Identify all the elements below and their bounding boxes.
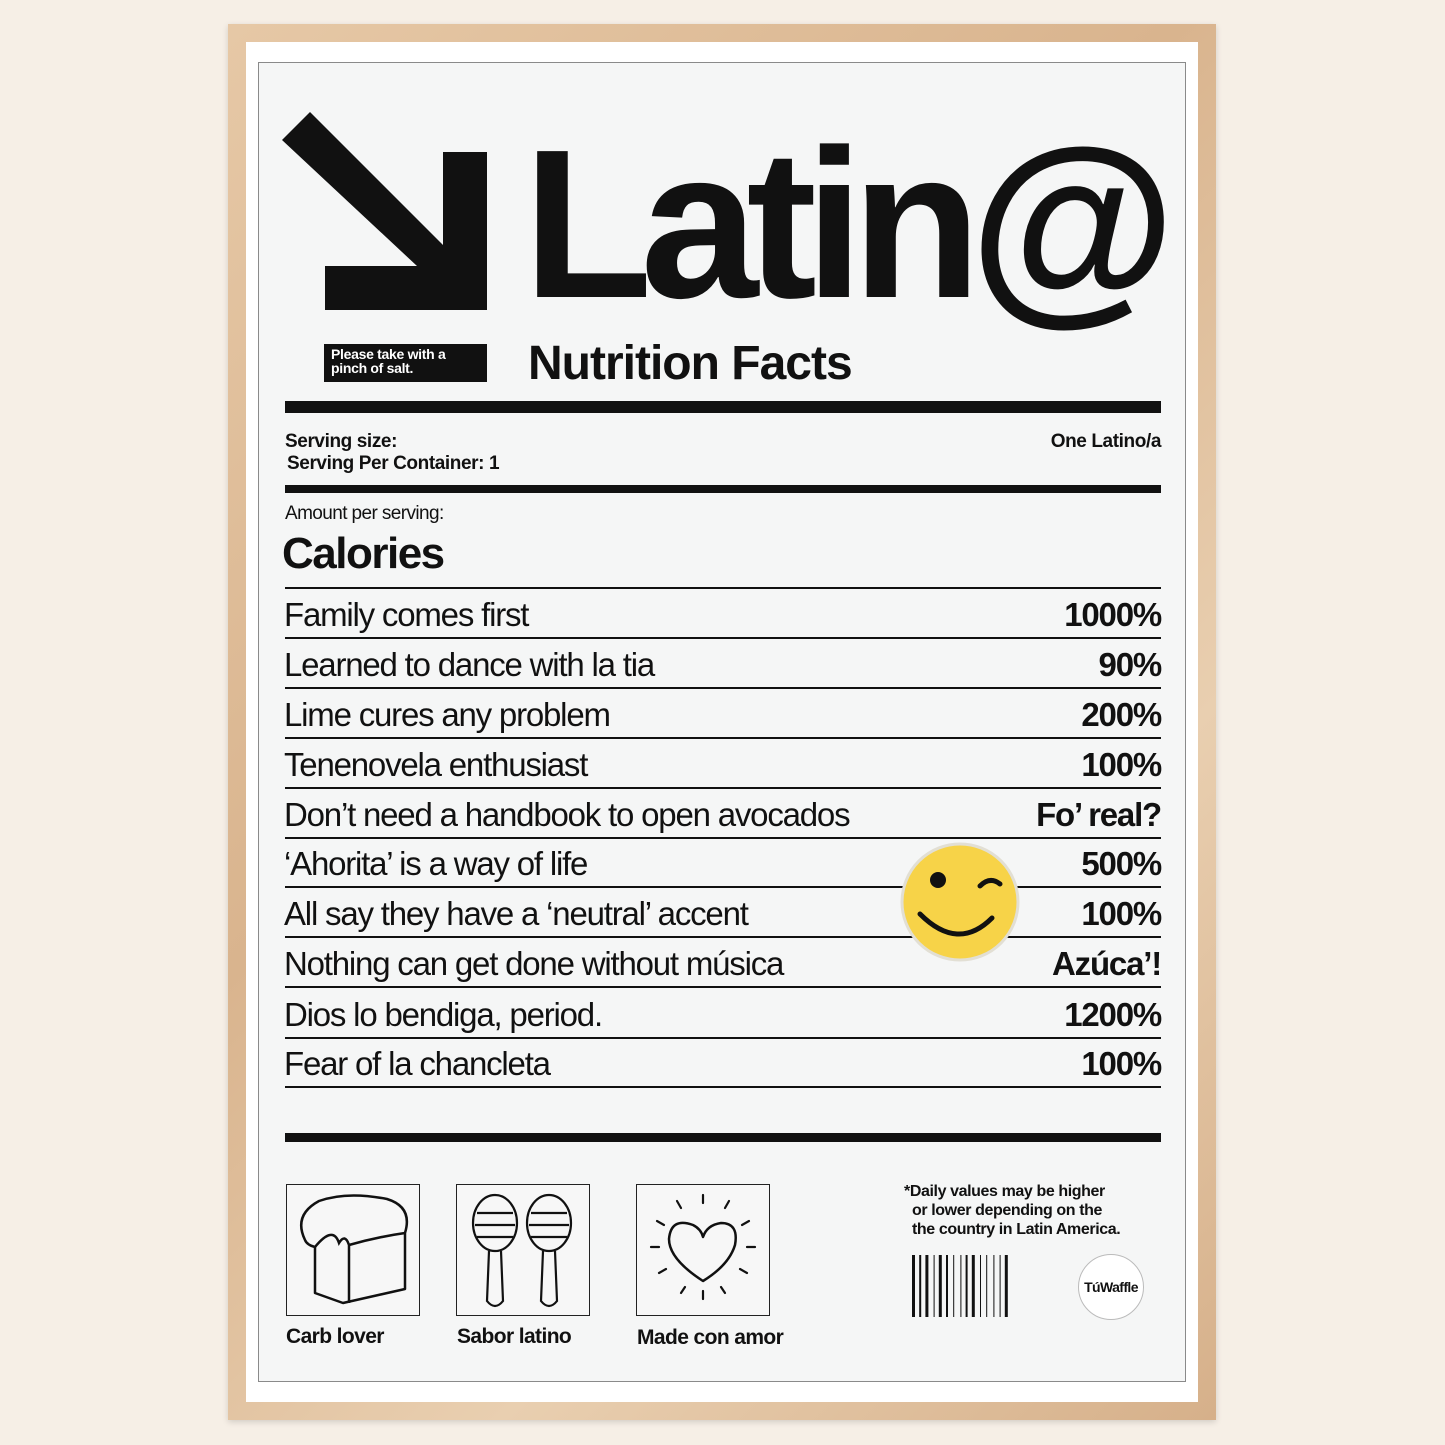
serving-size-value: One Latino/a: [1050, 431, 1161, 452]
bread-icon-box: [286, 1184, 420, 1316]
disclaimer-line-3: the country in Latin America.: [912, 1221, 1121, 1238]
maracas-icon-box: [456, 1184, 590, 1316]
row-divider: [285, 1086, 1161, 1088]
row-divider: [285, 886, 1161, 888]
row-value: 200%: [1081, 696, 1161, 733]
winking-face-icon: [898, 840, 1022, 964]
row-label: ‘Ahorita’ is a way of life: [284, 845, 588, 882]
row-label: Don’t need a handbook to open avocados: [284, 796, 850, 833]
serving-per-container: Serving Per Container: 1: [287, 453, 500, 474]
row-value: 100%: [1081, 895, 1161, 932]
icon-label-sabor-latino: Sabor latino: [457, 1325, 572, 1348]
row-value: 500%: [1081, 845, 1161, 882]
serving-divider: [285, 485, 1161, 493]
serving-size-label: Serving size:: [285, 431, 398, 452]
daily-values-disclaimer: [904, 1182, 1164, 1239]
pinch-of-salt-tag: [324, 344, 487, 382]
row-divider: [285, 936, 1161, 938]
maracas-icon: [457, 1185, 588, 1314]
row-divider: [285, 787, 1161, 789]
row-label: Lime cures any problem: [284, 696, 610, 733]
page-title: Latin@: [523, 105, 1165, 342]
disclaimer-line-1: *Daily values may be higher: [904, 1183, 1105, 1200]
row-label: Nothing can get done without música: [284, 945, 784, 982]
bread-icon: [287, 1185, 418, 1314]
bottom-divider: [285, 1133, 1161, 1142]
row-value: 1000%: [1064, 596, 1161, 633]
row-value: Azúca’!: [1052, 945, 1161, 982]
row-value: 100%: [1081, 746, 1161, 783]
row-value: 90%: [1098, 646, 1161, 683]
tag-line-1: Please take with a: [331, 346, 446, 362]
row-divider: [285, 737, 1161, 739]
row-label: Learned to dance with la tia: [284, 646, 655, 683]
heart-icon-box: [636, 1184, 770, 1316]
row-value: 1200%: [1064, 996, 1161, 1033]
row-label: Fear of la chancleta: [284, 1045, 550, 1082]
row-divider: [285, 1037, 1161, 1039]
row-label: Dios lo bendiga, period.: [284, 996, 602, 1033]
row-label: Family comes first: [284, 596, 529, 633]
icon-label-made-con-amor: Made con amor: [637, 1326, 784, 1349]
disclaimer-line-2: or lower depending on the: [912, 1202, 1103, 1219]
top-divider: [285, 401, 1161, 413]
brand-logo: TúWaffle: [1078, 1254, 1144, 1320]
row-value: Fo’ real?: [1036, 796, 1161, 833]
tag-line-2: pinch of salt.: [331, 360, 414, 376]
amount-per-serving-label: Amount per serving:: [285, 503, 444, 524]
calories-divider: [285, 587, 1161, 589]
barcode-icon: [912, 1255, 1052, 1317]
row-value: 100%: [1081, 1045, 1161, 1082]
calories-heading: Calories: [282, 529, 444, 578]
row-divider: [285, 687, 1161, 689]
row-divider: [285, 837, 1161, 839]
heart-icon: [637, 1185, 768, 1314]
icon-label-carb-lover: Carb lover: [286, 1325, 384, 1348]
row-label: All say they have a ‘neutral’ accent: [284, 895, 748, 932]
row-divider: [285, 986, 1161, 988]
row-label: Tenenovela enthusiast: [284, 746, 588, 783]
subtitle: Nutrition Facts: [528, 337, 852, 390]
row-divider: [285, 637, 1161, 639]
arrow-down-right-icon: [280, 110, 490, 315]
